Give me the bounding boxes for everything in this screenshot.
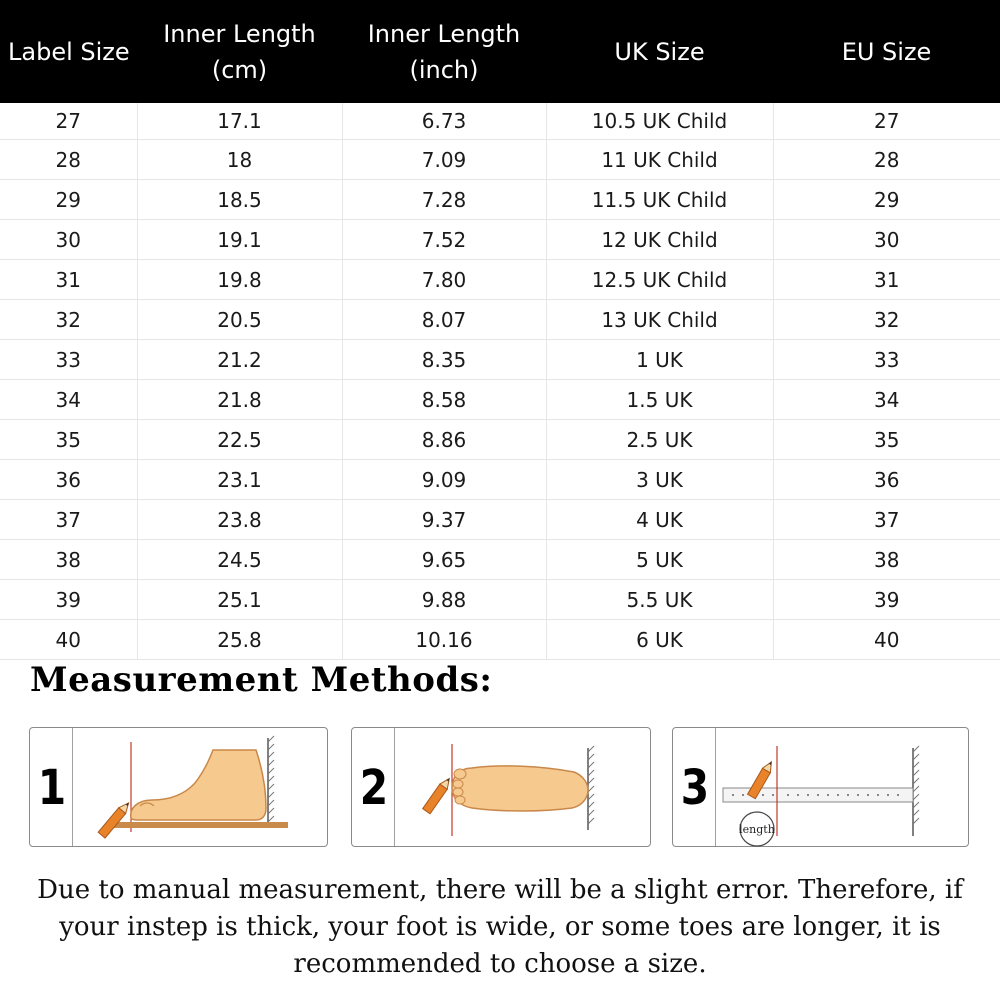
table-row [0,620,1000,660]
column-header-line: Label Size [8,37,130,66]
table-cell: 29 [0,180,137,220]
table-cell: 34 [0,380,137,420]
table-row [0,300,1000,340]
column-header-line: (cm) [211,55,268,84]
table-cell: 28 [0,140,137,180]
table-cell: 9.65 [342,540,546,580]
table-cell: 25.8 [137,620,342,660]
table-cell: 30 [773,220,1000,260]
table-row [0,460,1000,500]
table-cell: 6 UK [546,620,773,660]
column-header-line: (inch) [409,55,479,84]
table-cell: 18 [137,140,342,180]
column-header [0,0,137,103]
table-cell: 28 [773,140,1000,180]
table-cell: 31 [0,260,137,300]
step-2-number: 2 [359,760,389,816]
table-cell: 9.09 [342,460,546,500]
table-cell: 7.80 [342,260,546,300]
table-cell: 39 [0,580,137,620]
table-row [0,103,1000,140]
column-header [342,0,546,103]
column-header-line: Inner Length [163,19,316,48]
length-label: length [739,823,775,836]
table-cell: 3 UK [546,460,773,500]
table-cell: 1 UK [546,340,773,380]
table-cell: 13 UK Child [546,300,773,340]
table-cell: 27 [773,103,1000,140]
foot-side-view-icon [30,728,329,848]
table-cell: 9.88 [342,580,546,620]
table-cell: 25.1 [137,580,342,620]
table-cell: 7.52 [342,220,546,260]
table-cell: 23.8 [137,500,342,540]
table-cell: 2.5 UK [546,420,773,460]
table-cell: 18.5 [137,180,342,220]
table-cell: 17.1 [137,103,342,140]
table-cell: 32 [0,300,137,340]
step-2-panel [351,727,651,847]
table-cell: 7.09 [342,140,546,180]
table-cell: 35 [773,420,1000,460]
table-cell: 9.37 [342,500,546,540]
table-cell: 29 [773,180,1000,220]
table-cell: 8.35 [342,340,546,380]
table-cell: 8.86 [342,420,546,460]
table-cell: 33 [773,340,1000,380]
table-row [0,180,1000,220]
table-cell: 1.5 UK [546,380,773,420]
table-cell: 12.5 UK Child [546,260,773,300]
step-1-panel [29,727,328,847]
column-header [773,0,1000,103]
table-cell: 12 UK Child [546,220,773,260]
table-cell: 36 [0,460,137,500]
measurement-methods-title: Measurement Methods: [30,660,493,700]
table-row [0,260,1000,300]
table-cell: 21.2 [137,340,342,380]
table-cell: 20.5 [137,300,342,340]
step-3-number: 3 [680,760,710,816]
table-cell: 8.58 [342,380,546,420]
table-row [0,340,1000,380]
table-cell: 37 [0,500,137,540]
header-row [0,0,1000,103]
foot-top-view-icon [352,728,652,848]
table-cell: 38 [773,540,1000,580]
table-cell: 27 [0,103,137,140]
size-chart-header [0,0,1000,103]
column-header [137,0,342,103]
column-header-line: Inner Length [367,19,521,48]
table-cell: 36 [773,460,1000,500]
column-header [546,0,773,103]
table-row [0,380,1000,420]
table-cell: 32 [773,300,1000,340]
table-cell: 5 UK [546,540,773,580]
table-cell: 31 [773,260,1000,300]
table-cell: 21.8 [137,380,342,420]
measurement-note: Due to manual measurement, there will be a slight error. Therefore, if your instep is thick, your foot is wide, or some toes are longer, it is recommended to choose a size. [37,875,963,979]
table-cell: 11 UK Child [546,140,773,180]
table-cell: 35 [0,420,137,460]
table-cell: 37 [773,500,1000,540]
table-cell: 40 [0,620,137,660]
table-row [0,500,1000,540]
table-cell: 38 [0,540,137,580]
table-cell: 33 [0,340,137,380]
table-cell: 39 [773,580,1000,620]
table-cell: 22.5 [137,420,342,460]
table-cell: 7.28 [342,180,546,220]
column-header-line: EU Size [841,37,932,66]
table-cell: 40 [773,620,1000,660]
table-row [0,220,1000,260]
table-cell: 10.5 UK Child [546,103,773,140]
table-cell: 5.5 UK [546,580,773,620]
table-cell: 30 [0,220,137,260]
step-3-panel [672,727,969,847]
table-cell: 23.1 [137,460,342,500]
table-row [0,580,1000,620]
table-row [0,420,1000,460]
table-cell: 19.8 [137,260,342,300]
table-cell: 19.1 [137,220,342,260]
table-cell: 10.16 [342,620,546,660]
table-cell: 24.5 [137,540,342,580]
table-cell: 11.5 UK Child [546,180,773,220]
table-cell: 34 [773,380,1000,420]
column-header-line: UK Size [614,37,705,66]
table-cell: 6.73 [342,103,546,140]
ruler-length-icon [673,728,970,848]
table-cell: 8.07 [342,300,546,340]
size-chart-body [0,103,1000,660]
table-row [0,140,1000,180]
table-cell: 4 UK [546,500,773,540]
table-row [0,540,1000,580]
step-1-number: 1 [37,760,67,816]
